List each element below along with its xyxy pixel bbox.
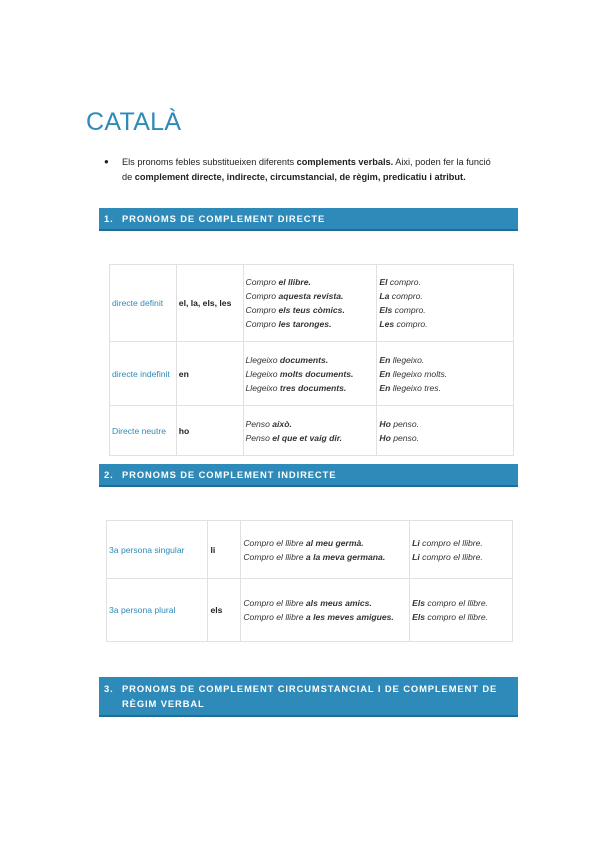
intro-text-1: Els pronoms febles substitueixen diferents <box>122 157 297 167</box>
example-line: Compro les taronges. <box>245 319 332 329</box>
example-line: Llegeixo molts documents. <box>245 368 354 379</box>
section-heading-3 <box>99 677 518 717</box>
section-number: 3. <box>104 683 114 694</box>
result-cell <box>410 521 513 579</box>
table-row <box>110 342 514 406</box>
section-number: 2. <box>104 469 114 480</box>
category-cell: directe indefinit <box>110 342 177 406</box>
category-cell: 3a persona singular <box>107 521 208 579</box>
result-line: En llegeixo tres. <box>379 382 441 393</box>
example-line: Llegeixo documents. <box>245 354 329 365</box>
result-cell <box>377 265 514 342</box>
example-line: Llegeixo tres documents. <box>245 382 347 393</box>
pronoun-cell: ho <box>176 406 243 456</box>
section-title: PRONOMS DE COMPLEMENT INDIRECTE <box>122 469 337 480</box>
result-line: Les compro. <box>379 319 428 329</box>
pronoun-cell: els <box>208 579 241 642</box>
page-title: CATALÀ <box>86 108 182 136</box>
example-cell <box>243 265 377 342</box>
example-line: Compro els teus còmics. <box>245 305 345 315</box>
example-cell <box>241 579 410 642</box>
intro-text <box>122 155 494 184</box>
table-row <box>107 521 513 579</box>
result-line: En llegeixo. <box>379 354 425 365</box>
example-line: Compro el llibre a la meva germana. <box>243 551 386 562</box>
table-complement-directe <box>109 264 514 456</box>
section-title: PRONOMS DE COMPLEMENT CIRCUMSTANCIAL I DE COMPLEMENT DE RÈGIM VERBAL <box>122 683 498 709</box>
intro-bullet <box>104 155 494 184</box>
example-line: Compro el llibre al meu germà. <box>243 537 364 548</box>
example-line: Compro el llibre a les meves amigues. <box>243 612 394 622</box>
section-number: 1. <box>104 213 114 224</box>
result-line: Els compro el llibre. <box>412 612 489 622</box>
pronoun-cell: li <box>208 521 241 579</box>
intro-bold-1: complements verbals. <box>296 157 394 167</box>
section-heading-1 <box>99 208 518 231</box>
result-line: Els compro el llibre. <box>412 598 489 608</box>
category-cell: Directe neutre <box>110 406 177 456</box>
result-cell <box>410 579 513 642</box>
table-row <box>110 406 514 456</box>
example-line: Compro aquesta revista. <box>245 291 344 301</box>
result-line: El compro. <box>379 277 421 287</box>
intro-text-2: Aixi, poden fer la funció de <box>122 157 491 182</box>
result-line: Li compro el llibre. <box>412 537 483 548</box>
result-cell <box>377 342 514 406</box>
example-line: Penso això. <box>245 418 292 429</box>
table-row <box>110 265 514 342</box>
result-cell <box>377 406 514 456</box>
example-line: Compro el llibre als meus amics. <box>243 598 372 608</box>
table-complement-indirecte <box>106 520 513 642</box>
table-row <box>107 579 513 642</box>
pronoun-cell: el, la, els, les <box>176 265 243 342</box>
category-cell: 3a persona plural <box>107 579 208 642</box>
example-cell <box>243 342 377 406</box>
example-line: Compro el llibre. <box>245 277 311 287</box>
pronoun-cell: en <box>176 342 243 406</box>
result-line: En llegeixo molts. <box>379 368 448 379</box>
section-title: PRONOMS DE COMPLEMENT DIRECTE <box>122 213 326 224</box>
bullet-icon: ● <box>104 157 109 166</box>
intro-bold-2: complement directe, indirecte, circumstancial, de règim, predicatiu i atribut. <box>134 171 466 182</box>
result-line: Li compro el llibre. <box>412 551 483 562</box>
section-heading-2 <box>99 464 518 487</box>
result-line: La compro. <box>379 291 423 301</box>
category-cell: directe definit <box>110 265 177 342</box>
result-line: Ho penso. <box>379 418 420 429</box>
example-cell <box>243 406 377 456</box>
result-line: Ho penso. <box>379 432 420 443</box>
example-cell <box>241 521 410 579</box>
result-line: Els compro. <box>379 305 426 315</box>
example-line: Penso el que et vaig dir. <box>245 432 342 443</box>
